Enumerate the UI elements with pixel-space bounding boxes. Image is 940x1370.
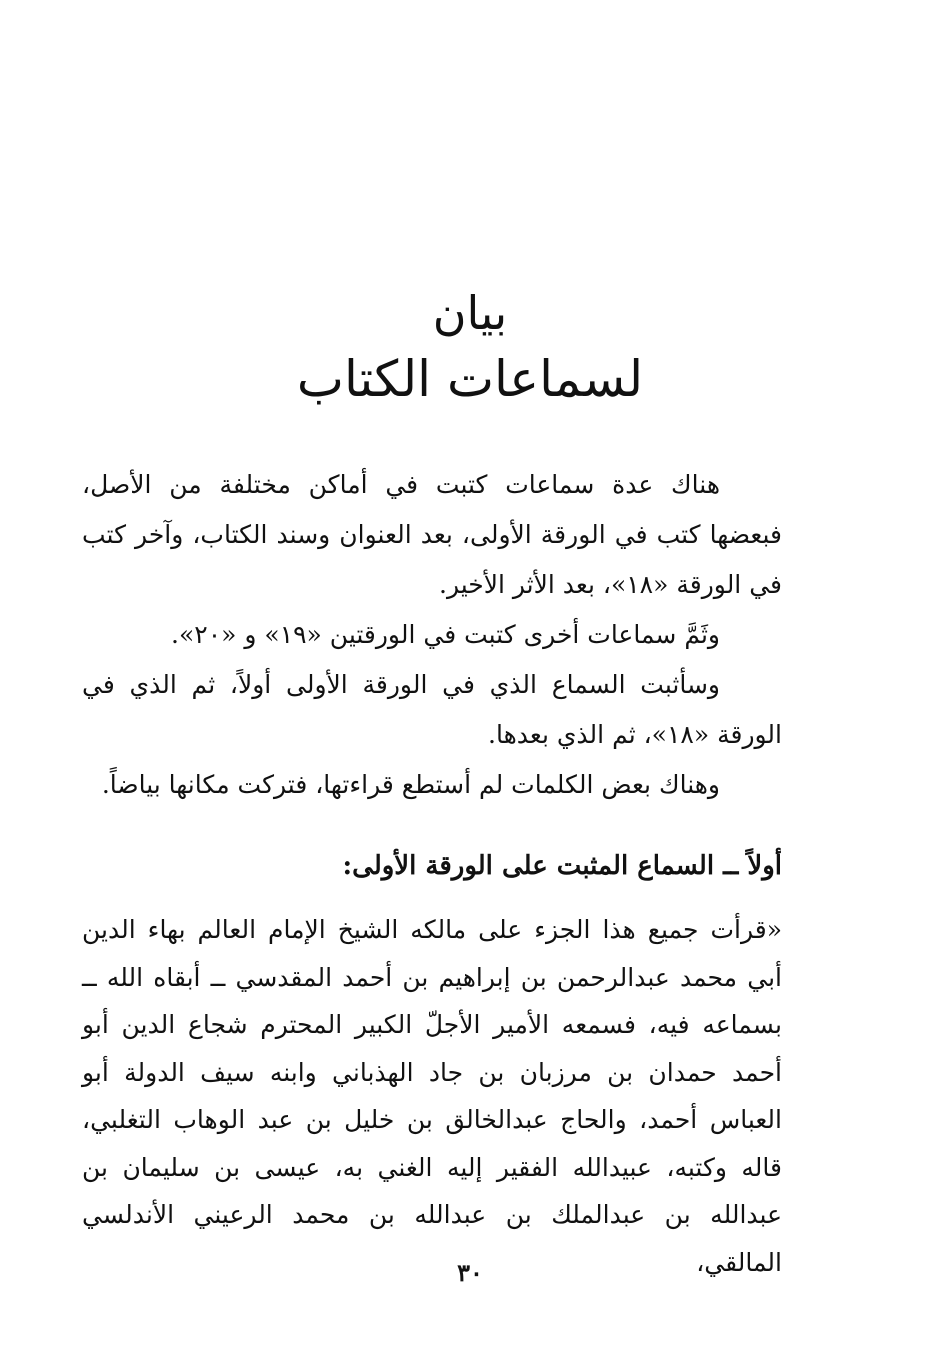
intro-paragraph-4: وهناك بعض الكلمات لم أستطع قراءتها، فتركت مكانها بياضاً. <box>101 770 720 799</box>
section-quote <box>82 906 782 1286</box>
intro-paragraph-3: وسأثبت السماع الذي في الورقة الأولى أولاً، ثم الذي في الورقة «١٨»، ثم الذي بعدها. <box>82 670 782 749</box>
intro-text <box>82 460 782 810</box>
page-title <box>0 282 940 412</box>
title-line-1: بيان <box>432 286 508 340</box>
section-heading: أولاً ــ السماع المثبت على الورقة الأولى: <box>342 851 782 881</box>
intro-paragraph-1: هناك عدة سماعات كتبت في أماكن مختلفة من الأصل، فبعضها كتب في الورقة الأولى، بعد العنوان وسند الكتاب، وآخر كتب في الورقة «١٨»، بعد الأثر الأخير. <box>82 470 782 599</box>
title-line-2: لسماعات الكتاب <box>296 350 644 408</box>
intro-paragraph-2: وثَمَّ سماعات أخرى كتبت في الورقتين «١٩» و «٢٠». <box>171 620 720 649</box>
page-number: ٣٠ <box>457 1258 483 1287</box>
quote-paragraph: «قرأت جميع هذا الجزء على مالكه الشيخ الإمام العالم بهاء الدين أبي محمد عبدالرحمن بن إبراهيم بن أحمد المقدسي ــ أبقاه الله ــ بسماعه فيه، فسمعه الأمير الأجلّ الكبير المحترم شجاع الدين أبو أحمد حمدان بن مرزبان بن جاد الهذباني وابنه سيف الدولة أبو العباس أحمد، والحاج عبدالخالق بن خليل بن عبد الوهاب التغلبي، قاله وكتبه، عبيدالله الفقير إليه الغني به، عيسى بن سليمان بن عبدالله بن عبدالملك بن عبدالله بن محمد الرعيني الأندلسي المالقي، <box>82 915 782 1277</box>
